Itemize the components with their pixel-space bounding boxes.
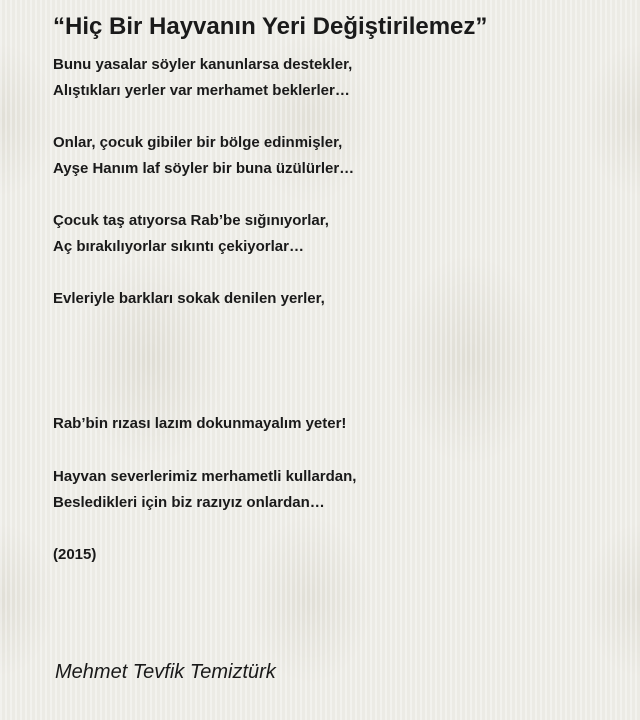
poem-line-10: Besledikleri için biz razıyız onlardan…	[53, 494, 325, 511]
poem-title: “Hiç Bir Hayvanın Yeri Değiştirilemez”	[53, 13, 488, 40]
poem-line-1: Bunu yasalar söyler kanunlarsa destekler,	[53, 56, 353, 73]
poem-line-5: Çocuk taş atıyorsa Rab’be sığınıyorlar,	[53, 212, 329, 229]
poem-line-9: Hayvan severlerimiz merhametli kullardan,	[53, 468, 357, 485]
poem-line-8: Rab’bin rızası lazım dokunmayalım yeter!	[53, 415, 347, 432]
poem-year: (2015)	[53, 546, 97, 563]
poem-line-3: Onlar, çocuk gibiler bir bölge edinmişler,	[53, 134, 343, 151]
poem-line-2: Alıştıkları yerler var merhamet beklerler…	[53, 82, 350, 99]
poem-line-7: Evleriyle barkları sokak denilen yerler,	[53, 290, 325, 307]
poem-author: Mehmet Tevfik Temiztürk	[55, 661, 276, 683]
poem-line-4: Ayşe Hanım laf söyler bir buna üzülürler…	[53, 160, 355, 177]
poem-line-6: Aç bırakılıyorlar sıkıntı çekiyorlar…	[53, 238, 304, 255]
